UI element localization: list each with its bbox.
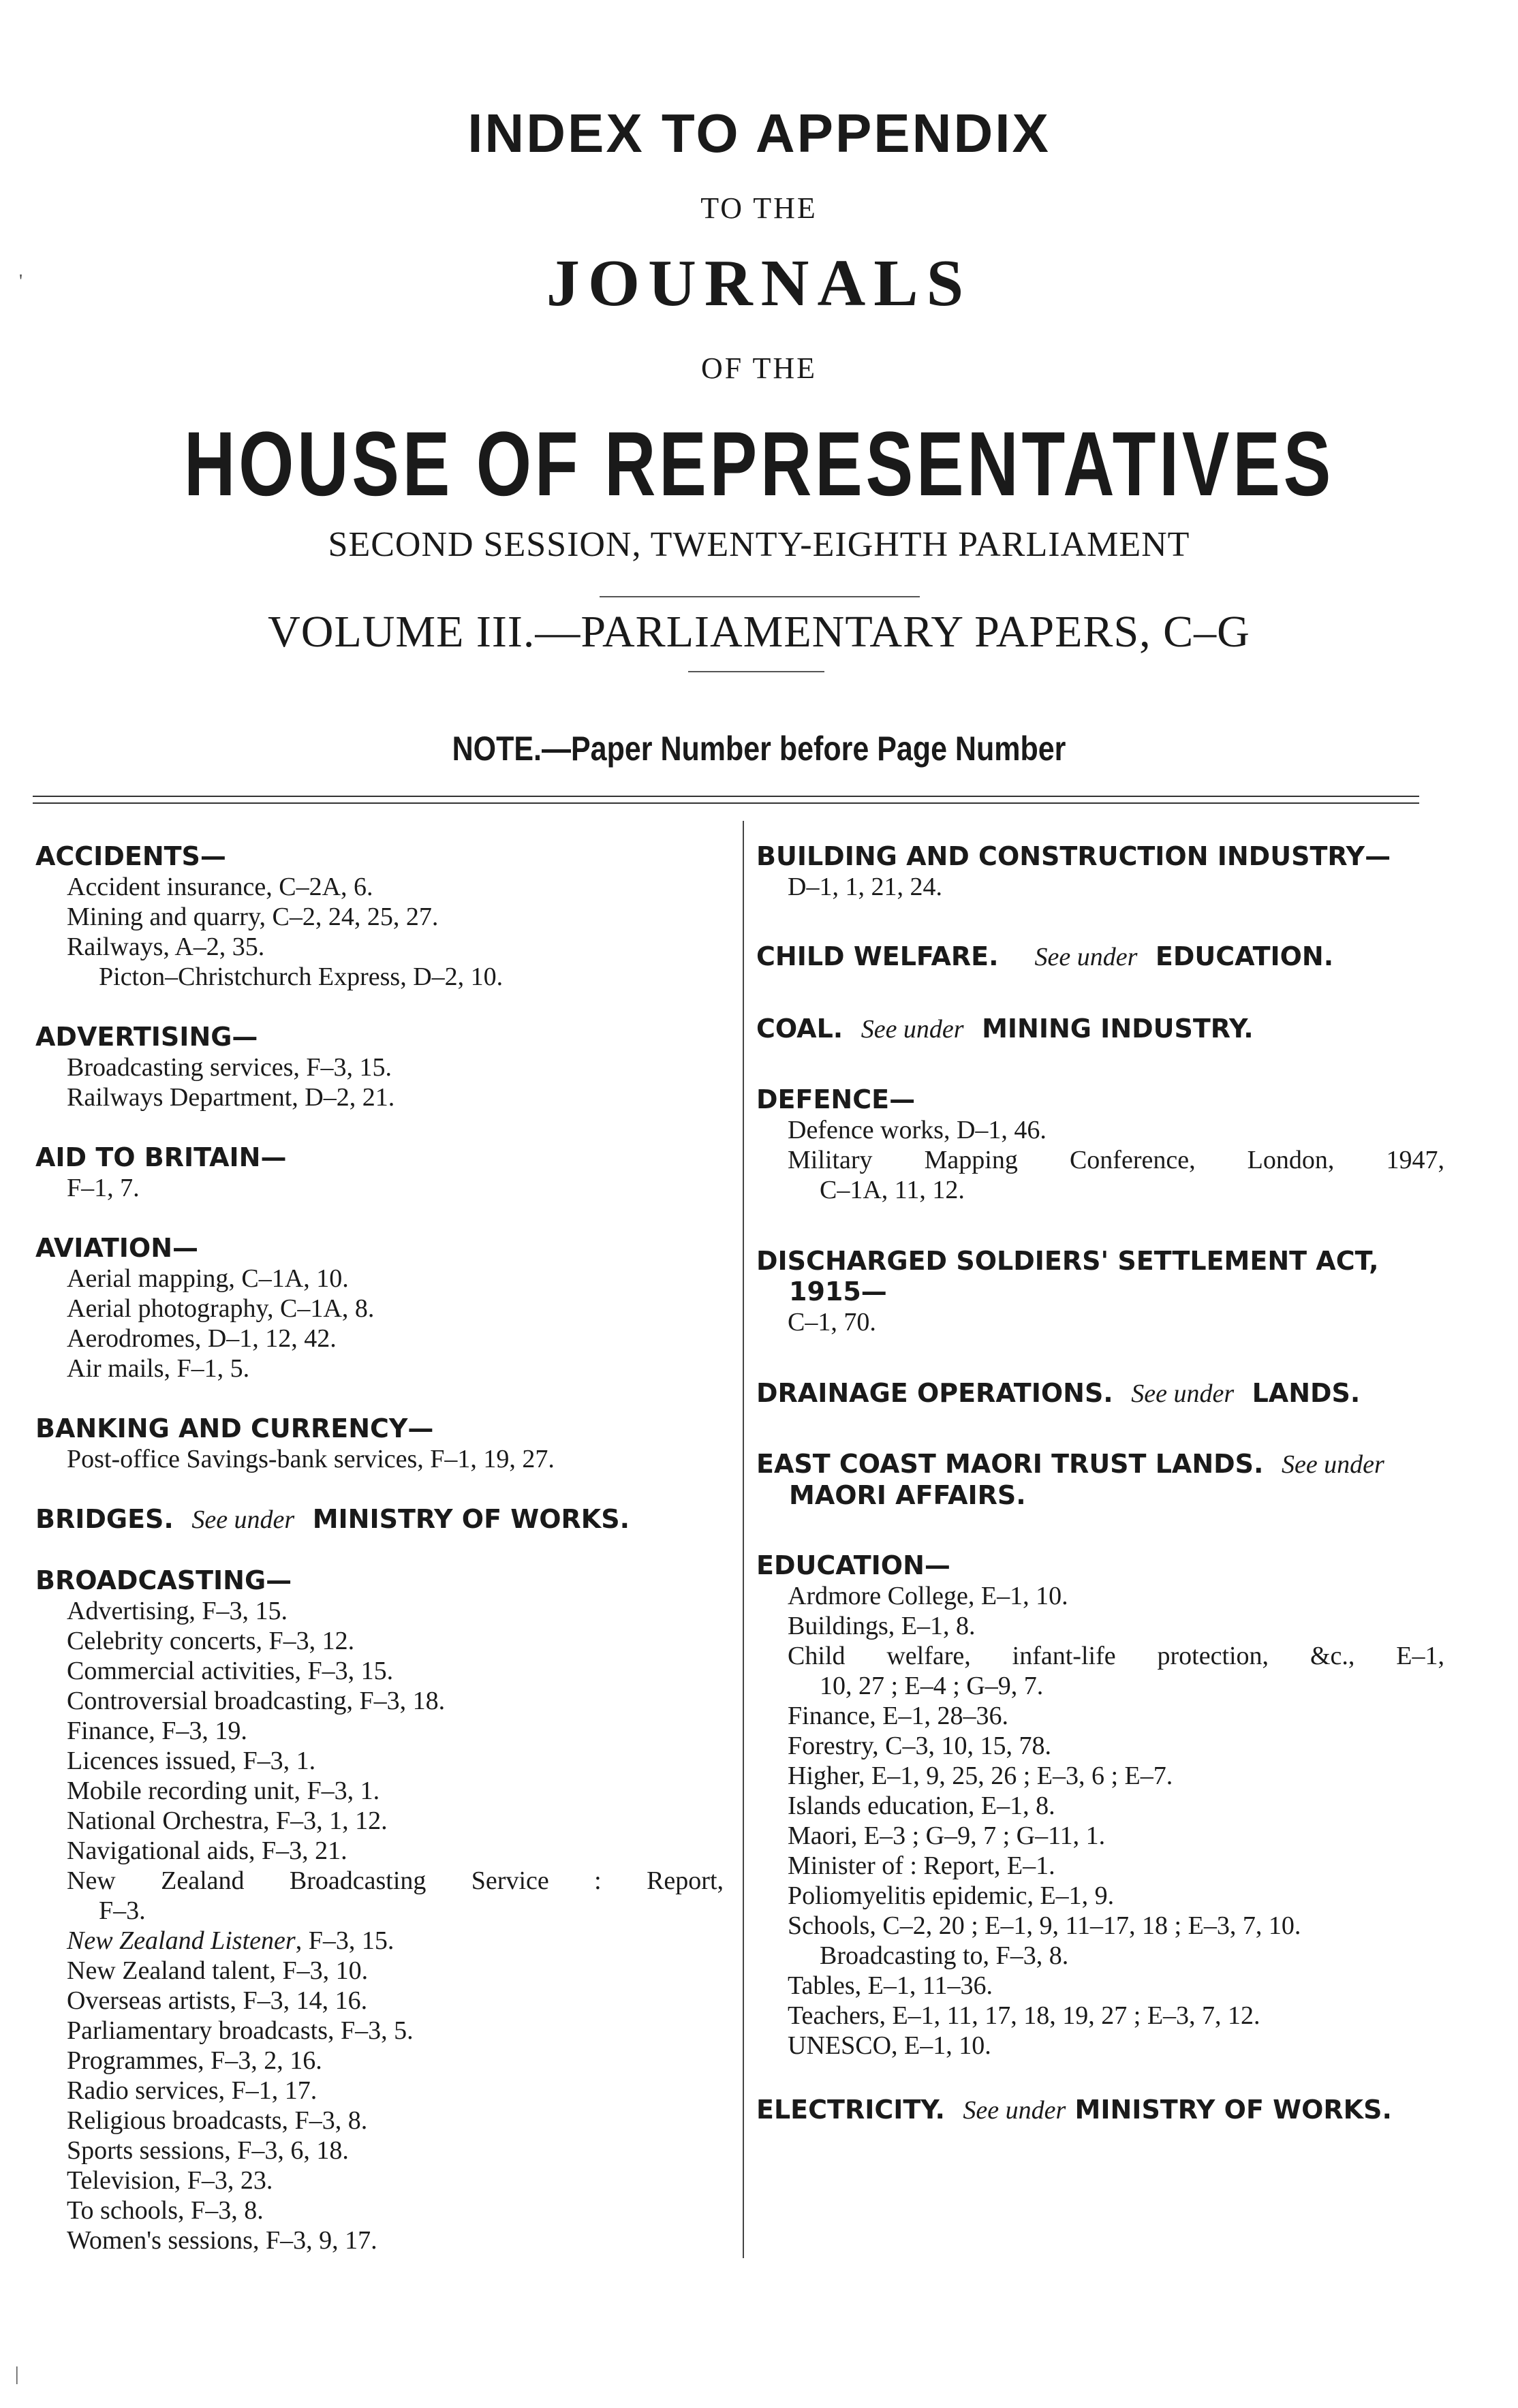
entry-subitem: Picton–Christchurch Express, D–2, 10. — [99, 963, 504, 991]
entry-broadcasting — [35, 1565, 724, 2255]
entry-heading-text: DRAINAGE OPERATIONS. — [756, 1378, 1113, 1408]
volume-line: VOLUME III.—PARLIAMENTARY PAPERS, C–G — [268, 607, 1250, 657]
entry-item: UNESCO, E–1, 10. — [788, 2031, 991, 2060]
entry-coal — [756, 1014, 1444, 1045]
subtitle-of-the: OF THE — [701, 351, 817, 385]
entry-education — [756, 1550, 1444, 2061]
entry-discharged-soldiers — [756, 1246, 1444, 1337]
entry-item: National Orchestra, F–3, 1, 12. — [67, 1807, 388, 1835]
title-house-of-representatives: HOUSE OF REPRESENTATIVES — [183, 413, 1335, 515]
entry-heading-cross-ref — [35, 1504, 724, 1535]
entry-item: Ardmore College, E–1, 10. — [788, 1582, 1068, 1610]
see-under-text: See under — [861, 1015, 964, 1044]
entry-heading-cross-ref — [756, 1449, 1444, 1480]
entry-heading: BUILDING AND CONSTRUCTION INDUSTRY— — [756, 841, 1391, 871]
entry-heading: BROADCASTING— — [35, 1565, 292, 1595]
entry-item: New Zealand talent, F–3, 10. — [67, 1956, 369, 1985]
entry-item: Programmes, F–3, 2, 16. — [67, 2046, 322, 2075]
entry-item: New Zealand Broadcasting Service : Report, — [67, 1866, 724, 1895]
entry-item: Advertising, F–3, 15. — [67, 1597, 288, 1625]
entry-item: F–1, 7. — [67, 1174, 140, 1202]
entry-item: C–1, 70. — [788, 1308, 876, 1336]
entry-heading: AID TO BRITAIN— — [35, 1142, 287, 1172]
entry-heading-text: BRIDGES. — [35, 1504, 174, 1534]
entry-electricity — [756, 2095, 1444, 2126]
entry-east-coast — [756, 1449, 1444, 1511]
entry-item: Finance, E–1, 28–36. — [788, 1702, 1009, 1730]
see-under-text: See under — [963, 2096, 1066, 2125]
entry-item: Broadcasting services, F–3, 15. — [67, 1053, 392, 1082]
double-rule-bottom — [33, 802, 1419, 804]
entry-heading-text: ELECTRICITY. — [756, 2095, 945, 2125]
entry-item-continuation: F–3. — [99, 1896, 146, 1925]
entry-aid-to-britain — [35, 1142, 724, 1203]
entry-item: Military Mapping Conference, London, 1947, — [788, 1146, 1444, 1174]
entry-aviation — [35, 1233, 724, 1383]
entry-item: Aerial photography, C–1A, 8. — [67, 1294, 375, 1323]
entry-item: Overseas artists, F–3, 14, 16. — [67, 1986, 368, 2015]
decorative-rule — [688, 671, 824, 672]
entry-item: Controversial broadcasting, F–3, 18. — [67, 1687, 446, 1715]
entry-heading: BANKING AND CURRENCY— — [35, 1413, 434, 1443]
entry-item: Child welfare, infant-life protection, &c., E–1, — [788, 1642, 1444, 1670]
entry-drainage — [756, 1378, 1444, 1409]
entry-banking — [35, 1413, 724, 1474]
margin-mark: ' — [19, 271, 23, 292]
entry-item: Mining and quarry, C–2, 24, 25, 27. — [67, 903, 439, 931]
entry-item: Licences issued, F–3, 1. — [67, 1747, 316, 1775]
entry-item: Television, F–3, 23. — [67, 2166, 273, 2195]
entry-item: To schools, F–3, 8. — [67, 2196, 264, 2225]
entry-defence — [756, 1084, 1444, 1205]
entry-item: Aerial mapping, C–1A, 10. — [67, 1264, 349, 1293]
entry-heading: EDUCATION— — [756, 1550, 950, 1580]
cross-ref-target: MAORI AFFAIRS. — [789, 1480, 1026, 1510]
cross-ref-target: MINISTRY OF WORKS. — [312, 1504, 630, 1534]
entry-item: Teachers, E–1, 11, 17, 18, 19, 27 ; E–3, 7, 12. — [788, 2001, 1260, 2030]
see-under-text: See under — [191, 1505, 295, 1534]
entry-heading-cross-ref — [756, 1014, 1444, 1045]
double-rule-top — [33, 796, 1419, 797]
entry-item: Air mails, F–1, 5. — [67, 1354, 250, 1383]
entry-heading: ACCIDENTS— — [35, 841, 226, 871]
cross-ref-target: EDUCATION. — [1155, 941, 1334, 971]
entry-item: Buildings, E–1, 8. — [788, 1612, 976, 1640]
column-divider — [743, 821, 744, 2258]
entry-item: Railways Department, D–2, 21. — [67, 1083, 395, 1112]
entry-subitem: Broadcasting to, F–3, 8. — [820, 1941, 1069, 1970]
note-line: NOTE.—Paper Number before Page Number — [452, 730, 1066, 768]
entry-item: Sports sessions, F–3, 6, 18. — [67, 2136, 349, 2165]
entry-building — [756, 841, 1444, 902]
entry-item: Maori, E–3 ; G–9, 7 ; G–11, 1. — [788, 1821, 1106, 1850]
decorative-rule — [600, 596, 920, 597]
title-journals: JOURNALS — [546, 247, 972, 320]
entry-item: Mobile recording unit, F–3, 1. — [67, 1777, 380, 1805]
entry-item: Radio services, F–1, 17. — [67, 2076, 317, 2105]
entry-item: Railways, A–2, 35. — [67, 933, 265, 961]
entry-heading-cross-ref — [756, 2095, 1444, 2126]
entry-item: Forestry, C–3, 10, 15, 78. — [788, 1732, 1052, 1760]
title-index-to-appendix: INDEX TO APPENDIX — [467, 103, 1051, 163]
entry-item: Aerodromes, D–1, 12, 42. — [67, 1324, 337, 1353]
see-under-text: See under — [1281, 1450, 1384, 1479]
entry-bridges — [35, 1504, 724, 1535]
publication-ref: , F–3, 15. — [295, 1926, 394, 1955]
publication-title: New Zealand Listener — [67, 1926, 296, 1955]
entry-item: Schools, C–2, 20 ; E–1, 9, 11–17, 18 ; E–3, 7, 10. — [788, 1911, 1301, 1940]
cross-ref-target: MINISTRY OF WORKS. — [1074, 2095, 1392, 2125]
entry-item: Poliomyelitis epidemic, E–1, 9. — [788, 1881, 1115, 1910]
subtitle-to-the: TO THE — [700, 191, 818, 225]
entry-item: Islands education, E–1, 8. — [788, 1792, 1055, 1820]
entry-heading: DISCHARGED SOLDIERS' SETTLEMENT ACT, — [756, 1246, 1379, 1276]
entry-item: Navigational aids, F–3, 21. — [67, 1836, 347, 1865]
entry-item: Minister of : Report, E–1. — [788, 1851, 1055, 1880]
entry-item: Commercial activities, F–3, 15. — [67, 1657, 394, 1685]
index-column-right — [756, 841, 1444, 2156]
cross-ref-target: MINING INDUSTRY. — [982, 1014, 1254, 1044]
entry-item: Higher, E–1, 9, 25, 26 ; E–3, 6 ; E–7. — [788, 1762, 1173, 1790]
entry-item: Accident insurance, C–2A, 6. — [67, 873, 373, 901]
index-column-left — [35, 841, 724, 2285]
entry-heading: DEFENCE— — [756, 1084, 916, 1114]
entry-item: Religious broadcasts, F–3, 8. — [67, 2106, 368, 2135]
entry-item: Tables, E–1, 11–36. — [788, 1971, 993, 2000]
entry-item: Celebrity concerts, F–3, 12. — [67, 1627, 355, 1655]
entry-item-continuation: C–1A, 11, 12. — [820, 1176, 965, 1204]
entry-heading-cross-ref — [756, 1378, 1444, 1409]
entry-child-welfare — [756, 941, 1444, 973]
entry-item: Defence works, D–1, 46. — [788, 1116, 1047, 1144]
entry-heading: ADVERTISING— — [35, 1022, 258, 1052]
entry-item: Women's sessions, F–3, 9, 17. — [67, 2226, 377, 2255]
entry-heading-text: EAST COAST MAORI TRUST LANDS. — [756, 1449, 1264, 1479]
entry-item: Parliamentary broadcasts, F–3, 5. — [67, 2016, 414, 2045]
entry-heading-text: COAL. — [756, 1014, 843, 1044]
margin-mark: | — [15, 2364, 19, 2385]
entry-heading-text: CHILD WELFARE. — [756, 941, 999, 971]
entry-heading: AVIATION— — [35, 1233, 199, 1263]
session-line: SECOND SESSION, TWENTY-EIGHTH PARLIAMENT — [328, 525, 1190, 564]
entry-item: Post-office Savings-bank services, F–1, 19, 27. — [67, 1445, 555, 1473]
entry-heading-cross-ref — [756, 941, 1444, 973]
entry-item — [35, 1926, 724, 1956]
entry-heading-continuation: 1915— — [789, 1277, 887, 1307]
see-under-text: See under — [1034, 943, 1138, 971]
entry-accidents — [35, 841, 724, 992]
cross-ref-target: LANDS. — [1252, 1378, 1361, 1408]
see-under-text: See under — [1131, 1379, 1235, 1408]
entry-item: D–1, 1, 21, 24. — [788, 873, 942, 901]
entry-item-continuation: 10, 27 ; E–4 ; G–9, 7. — [820, 1672, 1044, 1700]
entry-item: Finance, F–3, 19. — [67, 1717, 247, 1745]
entry-advertising — [35, 1022, 724, 1112]
